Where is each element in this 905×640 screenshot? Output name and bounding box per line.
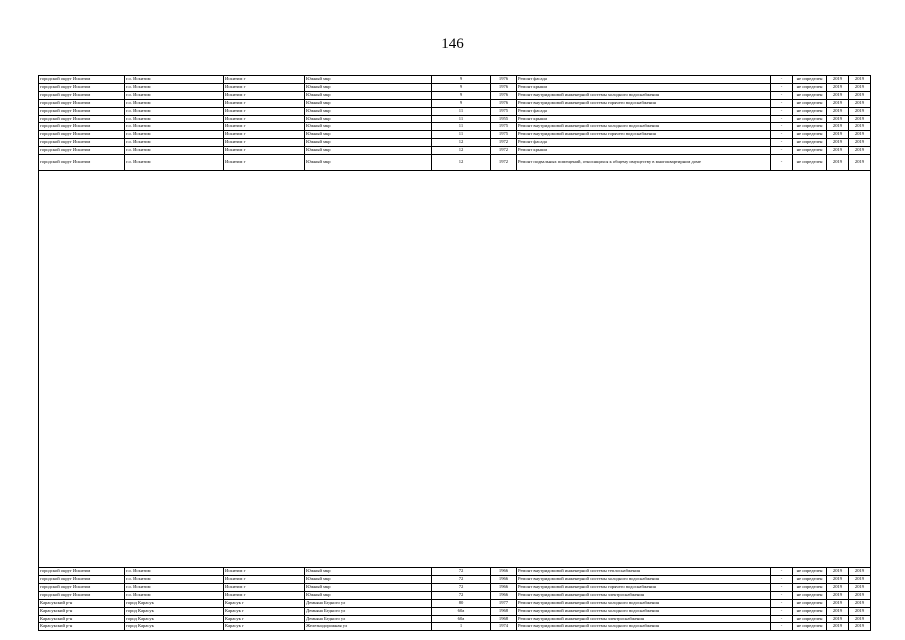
cell-locality: Искитим г — [224, 107, 305, 115]
cell-planned-cost: - — [771, 575, 793, 583]
cell-year-built: 1975 — [491, 107, 517, 115]
cell-year-built: 1968 — [491, 607, 517, 615]
cell-locality: Искитим г — [224, 139, 305, 147]
cell-house-number: 1 — [432, 623, 491, 631]
cell-end-year: 2019 — [849, 131, 871, 139]
cell-planned-cost: - — [771, 115, 793, 123]
cell-year-built: 1966 — [491, 575, 517, 583]
cell-locality: Искитим г — [224, 583, 305, 591]
cell-house-number: 11 — [432, 131, 491, 139]
cell-work-type: Ремонт внутридомовой инженерной системы холодного водоснабжения — [517, 575, 771, 583]
cell-locality: Искитим г — [224, 99, 305, 107]
cell-year-built: 1976 — [491, 76, 517, 84]
cell-street: Южный мкр — [305, 568, 432, 576]
cell-work-type: Ремонт внутридомовой инженерной системы холодного водоснабжения — [517, 599, 771, 607]
cell-work-type: Ремонт внутридомовой инженерной системы горячего водоснабжения — [517, 99, 771, 107]
cell-start-year: 2019 — [827, 607, 849, 615]
cell-planned-cost: - — [771, 76, 793, 84]
cell-district: городской округ Искитим — [39, 155, 125, 171]
cell-end-year: 2019 — [849, 623, 871, 631]
cell-year-built: 1968 — [491, 615, 517, 623]
cell-district: городской округ Искитим — [39, 115, 125, 123]
cell-work-type: Ремонт внутридомовой инженерной системы электроснабжения — [517, 591, 771, 599]
cell-street: Южный мкр — [305, 115, 432, 123]
cell-municipality: г.о. Искитим — [125, 139, 224, 147]
cell-start-year: 2019 — [827, 623, 849, 631]
cell-district: городской округ Искитим — [39, 568, 125, 576]
cell-planned-cost: - — [771, 123, 793, 131]
cell-district: городской округ Искитим — [39, 83, 125, 91]
cell-district: городской округ Искитим — [39, 139, 125, 147]
table-row — [39, 583, 871, 591]
table-row — [39, 91, 871, 99]
cell-municipality: г.о. Искитим — [125, 123, 224, 131]
cell-house-number: 72 — [432, 583, 491, 591]
cell-end-year: 2019 — [849, 91, 871, 99]
cell-municipality: г.о. Искитим — [125, 91, 224, 99]
cell-end-year: 2019 — [849, 155, 871, 171]
cell-street: Демьяна Бедного ул — [305, 607, 432, 615]
cell-end-year: 2019 — [849, 139, 871, 147]
cell-municipality: город Карасук — [125, 599, 224, 607]
cell-start-year: 2019 — [827, 91, 849, 99]
cell-start-year: 2019 — [827, 83, 849, 91]
cell-end-year: 2019 — [849, 123, 871, 131]
cell-financing: не определен — [793, 591, 827, 599]
cell-work-type: Ремонт внутридомовой инженерной системы холодного водоснабжения — [517, 607, 771, 615]
cell-year-built: 1977 — [491, 599, 517, 607]
cell-end-year: 2019 — [849, 575, 871, 583]
cell-house-number: 11 — [432, 115, 491, 123]
cell-start-year: 2019 — [827, 568, 849, 576]
cell-street: Демьяна Бедного ул — [305, 599, 432, 607]
cell-work-type: Ремонт крыши — [517, 115, 771, 123]
cell-municipality: город Карасук — [125, 615, 224, 623]
cell-municipality: г.о. Искитим — [125, 147, 224, 155]
cell-house-number: 80 — [432, 599, 491, 607]
cell-street: Южный мкр — [305, 155, 432, 171]
cell-planned-cost: - — [771, 107, 793, 115]
cell-locality: Искитим г — [224, 115, 305, 123]
cell-planned-cost: - — [771, 607, 793, 615]
cell-municipality: город Карасук — [125, 623, 224, 631]
cell-municipality: г.о. Искитим — [125, 131, 224, 139]
cell-locality: Карасук г — [224, 615, 305, 623]
cell-planned-cost: - — [771, 147, 793, 155]
cell-house-number: 72 — [432, 575, 491, 583]
cell-locality: Искитим г — [224, 568, 305, 576]
cell-start-year: 2019 — [827, 76, 849, 84]
cell-municipality: г.о. Искитим — [125, 575, 224, 583]
cell-work-type: Ремонт подвальных помещений, относящихся к общему имуществу в многоквартирном доме — [517, 155, 771, 171]
table-row — [39, 591, 871, 599]
cell-start-year: 2019 — [827, 575, 849, 583]
cell-district: Карасукский р-н — [39, 615, 125, 623]
cell-year-built: 1976 — [491, 99, 517, 107]
cell-end-year: 2019 — [849, 607, 871, 615]
cell-financing: не определен — [793, 115, 827, 123]
cell-house-number: 9 — [432, 76, 491, 84]
cell-financing: не определен — [793, 568, 827, 576]
cell-work-type: Ремонт внутридомовой инженерной системы холодного водоснабжения — [517, 123, 771, 131]
cell-district: городской округ Искитим — [39, 76, 125, 84]
cell-district: городской округ Искитим — [39, 591, 125, 599]
cell-house-number: 72 — [432, 591, 491, 599]
cell-locality: Искитим г — [224, 147, 305, 155]
table-row — [39, 139, 871, 147]
cell-municipality: г.о. Искитим — [125, 115, 224, 123]
cell-start-year: 2019 — [827, 115, 849, 123]
cell-municipality: г.о. Искитим — [125, 155, 224, 171]
table-body-bottom — [39, 568, 871, 631]
cell-locality: Искитим г — [224, 76, 305, 84]
cell-year-built: 1975 — [491, 131, 517, 139]
cell-start-year: 2019 — [827, 591, 849, 599]
capital-repair-table — [38, 75, 871, 631]
cell-end-year: 2019 — [849, 76, 871, 84]
cell-district: городской округ Искитим — [39, 575, 125, 583]
cell-work-type: Ремонт крыши — [517, 147, 771, 155]
cell-start-year: 2019 — [827, 599, 849, 607]
cell-house-number: 60а — [432, 615, 491, 623]
cell-year-built: 1966 — [491, 591, 517, 599]
cell-start-year: 2019 — [827, 131, 849, 139]
page-number: 146 — [441, 36, 464, 52]
cell-year-built: 1972 — [491, 139, 517, 147]
cell-financing: не определен — [793, 139, 827, 147]
cell-year-built: 1966 — [491, 568, 517, 576]
cell-locality: Карасук г — [224, 623, 305, 631]
cell-district: Карасукский р-н — [39, 599, 125, 607]
cell-municipality: г.о. Искитим — [125, 591, 224, 599]
cell-house-number: 12 — [432, 155, 491, 171]
cell-street: Южный мкр — [305, 76, 432, 84]
cell-end-year: 2019 — [849, 583, 871, 591]
cell-year-built: 1975 — [491, 123, 517, 131]
cell-locality: Искитим г — [224, 575, 305, 583]
cell-district: городской округ Искитим — [39, 107, 125, 115]
table-body-illegible — [39, 171, 871, 568]
cell-planned-cost: - — [771, 155, 793, 171]
cell-financing: не определен — [793, 155, 827, 171]
cell-municipality: г.о. Искитим — [125, 83, 224, 91]
cell-locality: Искитим г — [224, 83, 305, 91]
cell-work-type: Ремонт фасада — [517, 76, 771, 84]
cell-work-type: Ремонт внутридомовой инженерной системы электроснабжения — [517, 615, 771, 623]
cell-planned-cost: - — [771, 91, 793, 99]
table-row — [39, 83, 871, 91]
cell-house-number: 9 — [432, 91, 491, 99]
cell-start-year: 2019 — [827, 123, 849, 131]
cell-start-year: 2019 — [827, 107, 849, 115]
cell-locality: Карасук г — [224, 599, 305, 607]
cell-street: Южный мкр — [305, 583, 432, 591]
cell-district: Карасукский р-н — [39, 607, 125, 615]
cell-start-year: 2019 — [827, 139, 849, 147]
cell-end-year: 2019 — [849, 107, 871, 115]
cell-house-number: 12 — [432, 147, 491, 155]
cell-district: городской округ Искитим — [39, 147, 125, 155]
cell-end-year: 2019 — [849, 568, 871, 576]
table-row — [39, 568, 871, 576]
cell-house-number: 11 — [432, 107, 491, 115]
cell-work-type: Ремонт крыши — [517, 83, 771, 91]
cell-financing: не определен — [793, 599, 827, 607]
table-row — [39, 115, 871, 123]
cell-district: городской округ Искитим — [39, 123, 125, 131]
cell-locality: Искитим г — [224, 91, 305, 99]
cell-planned-cost: - — [771, 139, 793, 147]
table-row — [39, 599, 871, 607]
cell-start-year: 2019 — [827, 615, 849, 623]
cell-locality: Искитим г — [224, 131, 305, 139]
cell-financing: не определен — [793, 76, 827, 84]
cell-planned-cost: - — [771, 131, 793, 139]
cell-house-number: 11 — [432, 123, 491, 131]
table-row — [39, 575, 871, 583]
cell-start-year: 2019 — [827, 155, 849, 171]
cell-financing: не определен — [793, 131, 827, 139]
cell-start-year: 2019 — [827, 147, 849, 155]
cell-year-built: 1972 — [491, 147, 517, 155]
cell-street: Южный мкр — [305, 147, 432, 155]
cell-year-built: 1955 — [491, 115, 517, 123]
cell-district: Карасукский р-н — [39, 623, 125, 631]
cell-street: Южный мкр — [305, 591, 432, 599]
cell-street: Южный мкр — [305, 99, 432, 107]
cell-financing: не определен — [793, 623, 827, 631]
cell-street: Южный мкр — [305, 131, 432, 139]
cell-end-year: 2019 — [849, 591, 871, 599]
cell-district: городской округ Искитим — [39, 131, 125, 139]
cell-house-number: 9 — [432, 83, 491, 91]
table-row — [39, 623, 871, 631]
cell-work-type: Ремонт фасада — [517, 139, 771, 147]
table-row — [39, 107, 871, 115]
cell-planned-cost: - — [771, 591, 793, 599]
cell-house-number: 72 — [432, 568, 491, 576]
cell-year-built: 1966 — [491, 583, 517, 591]
cell-house-number: 9 — [432, 99, 491, 107]
cell-street: Южный мкр — [305, 83, 432, 91]
cell-locality: Карасук г — [224, 607, 305, 615]
cell-planned-cost: - — [771, 568, 793, 576]
cell-street: Железнодорожная ул — [305, 623, 432, 631]
cell-start-year: 2019 — [827, 583, 849, 591]
cell-year-built: 1972 — [491, 155, 517, 171]
cell-work-type: Ремонт внутридомовой инженерной системы холодного водоснабжения — [517, 91, 771, 99]
cell-year-built: 1974 — [491, 623, 517, 631]
cell-financing: не определен — [793, 123, 827, 131]
cell-financing: не определен — [793, 99, 827, 107]
cell-house-number: 60а — [432, 607, 491, 615]
cell-street: Южный мкр — [305, 91, 432, 99]
table-row — [39, 123, 871, 131]
cell-financing: не определен — [793, 83, 827, 91]
cell-locality: Искитим г — [224, 155, 305, 171]
cell-financing: не определен — [793, 615, 827, 623]
cell-street: Южный мкр — [305, 139, 432, 147]
cell-year-built: 1976 — [491, 83, 517, 91]
cell-planned-cost: - — [771, 599, 793, 607]
cell-municipality: г.о. Искитим — [125, 568, 224, 576]
cell-street: Южный мкр — [305, 123, 432, 131]
cell-district: городской округ Искитим — [39, 99, 125, 107]
cell-municipality: г.о. Искитим — [125, 583, 224, 591]
illegible-rows — [39, 171, 871, 568]
cell-end-year: 2019 — [849, 599, 871, 607]
table-row — [39, 147, 871, 155]
table-row — [39, 76, 871, 84]
cell-municipality: г.о. Искитим — [125, 99, 224, 107]
cell-work-type: Ремонт внутридомовой инженерной системы горячего водоснабжения — [517, 131, 771, 139]
cell-work-type: Ремонт фасада — [517, 107, 771, 115]
cell-work-type: Ремонт внутридомовой инженерной системы теплоснабжения — [517, 568, 771, 576]
cell-planned-cost: - — [771, 623, 793, 631]
cell-financing: не определен — [793, 91, 827, 99]
cell-district: городской округ Искитим — [39, 583, 125, 591]
cell-financing: не определен — [793, 147, 827, 155]
cell-financing: не определен — [793, 583, 827, 591]
cell-work-type: Ремонт внутридомовой инженерной системы горячего водоснабжения — [517, 583, 771, 591]
cell-municipality: г.о. Искитим — [125, 76, 224, 84]
cell-end-year: 2019 — [849, 115, 871, 123]
cell-street: Южный мкр — [305, 575, 432, 583]
cell-end-year: 2019 — [849, 615, 871, 623]
cell-end-year: 2019 — [849, 147, 871, 155]
table-row — [39, 615, 871, 623]
cell-street: Демьяна Бедного ул — [305, 615, 432, 623]
cell-financing: не определен — [793, 107, 827, 115]
cell-financing: не определен — [793, 575, 827, 583]
table-row — [39, 155, 871, 171]
cell-financing: не определен — [793, 607, 827, 615]
cell-municipality: город Карасук — [125, 607, 224, 615]
cell-planned-cost: - — [771, 83, 793, 91]
table-row — [39, 99, 871, 107]
cell-planned-cost: - — [771, 583, 793, 591]
cell-locality: Искитим г — [224, 123, 305, 131]
table-row — [39, 607, 871, 615]
table-body-top — [39, 76, 871, 171]
cell-municipality: г.о. Искитим — [125, 107, 224, 115]
cell-street: Южный мкр — [305, 107, 432, 115]
cell-end-year: 2019 — [849, 99, 871, 107]
cell-start-year: 2019 — [827, 99, 849, 107]
cell-house-number: 12 — [432, 139, 491, 147]
table-row — [39, 131, 871, 139]
cell-end-year: 2019 — [849, 83, 871, 91]
cell-planned-cost: - — [771, 99, 793, 107]
cell-planned-cost: - — [771, 615, 793, 623]
cell-year-built: 1976 — [491, 91, 517, 99]
cell-work-type: Ремонт внутридомовой инженерной системы холодного водоснабжения — [517, 623, 771, 631]
cell-district: городской округ Искитим — [39, 91, 125, 99]
cell-locality: Искитим г — [224, 591, 305, 599]
